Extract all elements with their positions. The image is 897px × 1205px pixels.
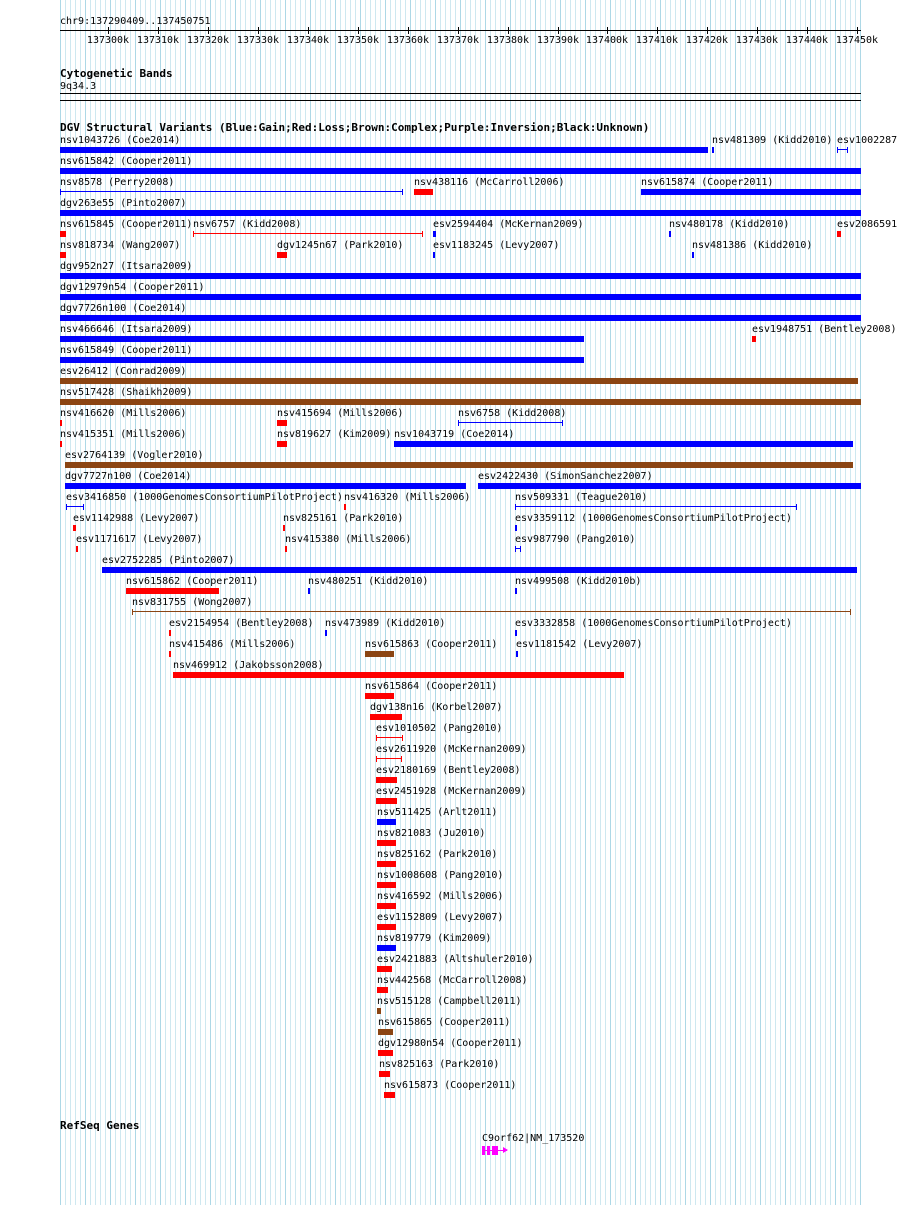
variant-label[interactable]: nsv509331 (Teague2010) [515, 492, 648, 503]
cytoband-name: 9q34.3 [60, 81, 97, 92]
variant-label[interactable]: nsv416592 (Mills2006) [377, 891, 504, 902]
ruler-tick-label: 137330k [236, 35, 280, 46]
variant-bar[interactable] [377, 861, 396, 867]
variant-label[interactable]: nsv6757 (Kidd2008) [193, 219, 302, 230]
variant-bar[interactable] [377, 882, 396, 888]
variant-label[interactable]: nsv615863 (Cooper2011) [365, 639, 498, 650]
variant-bar[interactable] [377, 924, 396, 930]
ruler-tick-mark [607, 27, 608, 34]
variant-label[interactable]: dgv7727n100 (Coe2014) [65, 471, 192, 482]
ruler-tick-label: 137440k [785, 35, 829, 46]
variant-bar[interactable] [377, 966, 392, 972]
ruler-tick-label: 137390k [536, 35, 580, 46]
ruler-tick-label: 137340k [286, 35, 330, 46]
variant-label[interactable]: esv1181542 (Levy2007) [516, 639, 643, 650]
ruler-tick-label: 137350k [336, 35, 380, 46]
variant-bar[interactable] [60, 420, 62, 426]
variant-label[interactable]: nsv818734 (Wang2007) [60, 240, 181, 251]
region-label: chr9:137290409..137450751 [60, 16, 211, 27]
ruler-tick-mark [757, 27, 758, 34]
variant-bar[interactable] [837, 231, 841, 237]
variant-span-end [401, 756, 402, 762]
variant-label[interactable]: dgv138n16 (Korbel2007) [370, 702, 503, 713]
variant-label[interactable]: nsv438116 (McCarroll2006) [414, 177, 565, 188]
variant-label[interactable]: nsv1008608 (Pang2010) [377, 870, 504, 881]
variant-bar[interactable] [60, 168, 861, 174]
variant-bar[interactable] [433, 252, 435, 258]
variant-bar[interactable] [378, 1029, 393, 1035]
variant-span-end [83, 504, 84, 510]
variant-label[interactable]: nsv499508 (Kidd2010b) [515, 576, 642, 587]
variant-span-end [847, 147, 848, 153]
variant-span-end [458, 420, 459, 426]
variant-label[interactable]: nsv416320 (Mills2006) [344, 492, 471, 503]
variant-bar[interactable] [712, 147, 714, 153]
variant-span-line[interactable] [66, 506, 84, 507]
ruler-axis [60, 30, 861, 31]
variant-label[interactable]: nsv825162 (Park2010) [377, 849, 498, 860]
variant-label[interactable]: nsv473989 (Kidd2010) [325, 618, 446, 629]
variant-span-end [402, 735, 403, 741]
gene-exon[interactable] [492, 1146, 498, 1155]
variant-bar[interactable] [60, 336, 584, 342]
ruler-tick-mark [308, 27, 309, 34]
ruler-tick-mark [358, 27, 359, 34]
variant-bar[interactable] [379, 1071, 390, 1077]
variant-label[interactable]: esv2180169 (Bentley2008) [376, 765, 521, 776]
variant-bar[interactable] [277, 420, 287, 426]
variant-label[interactable]: esv3332858 (1000GenomesConsortiumPilotProject) [515, 618, 792, 629]
gene-exon[interactable] [482, 1146, 485, 1155]
variant-label[interactable]: nsv615842 (Cooper2011) [60, 156, 193, 167]
variant-bar[interactable] [308, 588, 310, 594]
variant-span-end [796, 504, 797, 510]
variant-label[interactable]: nsv1043726 (Coe2014) [60, 135, 181, 146]
ruler-tick-mark [807, 27, 808, 34]
variant-label[interactable]: nsv481309 (Kidd2010) [712, 135, 833, 146]
gene-label[interactable]: C9orf62|NM_173520 [482, 1133, 585, 1144]
variant-span-end [562, 420, 563, 426]
ruler-tick-label: 137430k [735, 35, 779, 46]
variant-label[interactable]: dgv1245n67 (Park2010) [277, 240, 404, 251]
ruler-tick-mark [208, 27, 209, 34]
variant-bar[interactable] [515, 588, 517, 594]
variant-label[interactable]: nsv6758 (Kidd2008) [458, 408, 567, 419]
refseq-track-title: RefSeq Genes [60, 1119, 140, 1132]
variant-label[interactable]: nsv415694 (Mills2006) [277, 408, 404, 419]
variant-label[interactable]: dgv263e55 (Pinto2007) [60, 198, 187, 209]
variant-bar[interactable] [370, 714, 402, 720]
variant-bar[interactable] [65, 462, 853, 468]
variant-span-end [193, 231, 194, 237]
variant-label[interactable]: esv2594404 (McKernan2009) [433, 219, 584, 230]
variant-label[interactable]: esv2764139 (Vogler2010) [65, 450, 204, 461]
variant-bar[interactable] [384, 1092, 395, 1098]
ruler-tick-mark [707, 27, 708, 34]
variant-label[interactable]: dgv952n27 (Itsara2009) [60, 261, 193, 272]
variant-label[interactable]: esv26412 (Conrad2009) [60, 366, 187, 377]
variant-span-end [837, 147, 838, 153]
variant-label[interactable]: esv2451928 (McKernan2009) [376, 786, 527, 797]
variant-label[interactable]: dgv12979n54 (Cooper2011) [60, 282, 205, 293]
variant-bar[interactable] [376, 798, 397, 804]
ruler-tick-label: 137360k [386, 35, 430, 46]
variant-span-line[interactable] [60, 191, 403, 192]
variant-bar[interactable] [60, 273, 861, 279]
variant-label[interactable]: esv2611920 (McKernan2009) [376, 744, 527, 755]
variant-span-end [66, 504, 67, 510]
variant-label[interactable]: esv2086591 [837, 219, 897, 230]
variant-label[interactable]: nsv819627 (Kim2009) [277, 429, 392, 440]
variant-span-line[interactable] [458, 422, 563, 423]
variant-bar[interactable] [365, 693, 394, 699]
variant-bar[interactable] [285, 546, 287, 552]
variant-bar[interactable] [60, 231, 66, 237]
variant-label[interactable]: esv2421883 (Altshuler2010) [377, 954, 534, 965]
variant-label[interactable]: esv1948751 (Bentley2008) [752, 324, 897, 335]
variant-bar[interactable] [515, 525, 517, 531]
variant-label[interactable]: nsv415380 (Mills2006) [285, 534, 412, 545]
variant-bar[interactable] [73, 525, 76, 531]
cytoband-top-rule [60, 93, 861, 94]
variant-bar[interactable] [377, 1008, 381, 1014]
variant-span-end [515, 504, 516, 510]
variant-bar[interactable] [65, 483, 466, 489]
ruler-tick-mark [108, 27, 109, 34]
ruler-tick-label: 137370k [436, 35, 480, 46]
variant-label[interactable]: nsv481386 (Kidd2010) [692, 240, 813, 251]
variant-label[interactable]: nsv466646 (Itsara2009) [60, 324, 193, 335]
variant-label[interactable]: esv3359112 (1000GenomesConsortiumPilotProject) [515, 513, 792, 524]
variant-label[interactable]: nsv416620 (Mills2006) [60, 408, 187, 419]
ruler-tick-label: 137320k [186, 35, 230, 46]
variant-bar[interactable] [394, 441, 853, 447]
variant-label[interactable]: esv2752285 (Pinto2007) [102, 555, 235, 566]
variant-label[interactable]: nsv480251 (Kidd2010) [308, 576, 429, 587]
variant-label[interactable]: nsv415486 (Mills2006) [169, 639, 296, 650]
variant-bar[interactable] [277, 441, 287, 447]
variant-bar[interactable] [377, 945, 396, 951]
cytoband-title: Cytogenetic Bands [60, 67, 173, 80]
ruler-tick-mark [258, 27, 259, 34]
variant-bar[interactable] [516, 651, 518, 657]
variant-span-end [376, 735, 377, 741]
variant-bar[interactable] [377, 819, 396, 825]
variant-label[interactable]: dgv7726n100 (Coe2014) [60, 303, 187, 314]
ruler-tick-mark [158, 27, 159, 34]
variant-bar[interactable] [325, 630, 327, 636]
variant-bar[interactable] [60, 441, 62, 447]
variant-label[interactable]: nsv515128 (Campbell2011) [377, 996, 522, 1007]
variant-label[interactable]: nsv615864 (Cooper2011) [365, 681, 498, 692]
variant-span-end [376, 756, 377, 762]
variant-span-end [515, 546, 516, 552]
variant-bar[interactable] [376, 777, 397, 783]
variant-span-line[interactable] [193, 233, 423, 234]
variant-span-end [60, 189, 61, 195]
variant-label[interactable]: nsv615874 (Cooper2011) [641, 177, 774, 188]
ruler-tick-mark [857, 27, 858, 34]
variant-span-line[interactable] [376, 737, 403, 738]
variant-label[interactable]: nsv615845 (Cooper2011) [60, 219, 193, 230]
variant-label[interactable]: esv2422430 (SimonSanchez2007) [478, 471, 653, 482]
variant-label[interactable]: esv1152809 (Levy2007) [377, 912, 504, 923]
variant-bar[interactable] [60, 378, 858, 384]
ruler-tick-mark [657, 27, 658, 34]
variant-bar[interactable] [60, 399, 861, 405]
variant-span-line[interactable] [515, 506, 797, 507]
variant-label[interactable]: esv1183245 (Levy2007) [433, 240, 560, 251]
variant-bar[interactable] [433, 231, 436, 237]
variant-label[interactable]: nsv415351 (Mills2006) [60, 429, 187, 440]
variant-label[interactable]: nsv480178 (Kidd2010) [669, 219, 790, 230]
variant-label[interactable]: nsv615873 (Cooper2011) [384, 1080, 517, 1091]
ruler-tick-label: 137400k [585, 35, 629, 46]
variant-span-end [520, 546, 521, 552]
variant-bar[interactable] [102, 567, 857, 573]
variant-bar[interactable] [378, 1050, 393, 1056]
variant-span-end [850, 609, 851, 615]
variant-label[interactable]: esv1010502 (Pang2010) [376, 723, 503, 734]
variant-label[interactable]: esv987790 (Pang2010) [515, 534, 636, 545]
cytoband-bottom-rule [60, 100, 861, 101]
variant-bar[interactable] [169, 630, 171, 636]
variant-bar[interactable] [515, 630, 517, 636]
variant-bar[interactable] [173, 672, 624, 678]
variant-label[interactable]: nsv831755 (Wong2007) [132, 597, 253, 608]
ruler-tick-label: 137420k [685, 35, 729, 46]
dgv-track-title: DGV Structural Variants (Blue:Gain;Red:Loss;Brown:Complex;Purple:Inversion;Black:Unknown) [60, 121, 650, 134]
variant-label[interactable]: esv1002287 [837, 135, 897, 146]
variant-label[interactable]: nsv825161 (Park2010) [283, 513, 404, 524]
variant-span-end [402, 189, 403, 195]
variant-label[interactable]: nsv469912 (Jakobsson2008) [173, 660, 324, 671]
variant-bar[interactable] [60, 294, 861, 300]
variant-bar[interactable] [669, 231, 671, 237]
gene-strand-arrow-icon [503, 1147, 508, 1153]
variant-label[interactable]: nsv615865 (Cooper2011) [378, 1017, 511, 1028]
ruler-tick-label: 137300k [86, 35, 130, 46]
variant-bar[interactable] [377, 987, 388, 993]
variant-label[interactable]: nsv615849 (Cooper2011) [60, 345, 193, 356]
variant-span-end [132, 609, 133, 615]
variant-label[interactable]: esv1171617 (Levy2007) [76, 534, 203, 545]
variant-bar[interactable] [344, 504, 346, 510]
ruler-tick-label: 137450k [835, 35, 879, 46]
ruler-tick-mark [458, 27, 459, 34]
variant-bar[interactable] [414, 189, 433, 195]
ruler-tick-label: 137380k [486, 35, 530, 46]
gene-exon[interactable] [487, 1146, 490, 1155]
variant-span-line[interactable] [376, 758, 402, 759]
variant-label[interactable]: dgv12980n54 (Cooper2011) [378, 1038, 523, 1049]
variant-bar[interactable] [377, 840, 396, 846]
variant-bar[interactable] [478, 483, 861, 489]
variant-bar[interactable] [60, 357, 584, 363]
variant-bar[interactable] [60, 252, 66, 258]
variant-label[interactable]: nsv511425 (Arlt2011) [377, 807, 498, 818]
ruler-tick-label: 137310k [136, 35, 180, 46]
variant-label[interactable]: nsv8578 (Perry2008) [60, 177, 175, 188]
variant-label[interactable]: nsv825163 (Park2010) [379, 1059, 500, 1070]
ruler-tick-mark [508, 27, 509, 34]
variant-bar[interactable] [377, 903, 396, 909]
variant-bar[interactable] [169, 651, 171, 657]
variant-bar[interactable] [60, 210, 861, 216]
variant-bar[interactable] [641, 189, 861, 195]
ruler-tick-mark [558, 27, 559, 34]
variant-label[interactable]: nsv442568 (McCarroll2008) [377, 975, 528, 986]
variant-bar[interactable] [692, 252, 694, 258]
variant-label[interactable]: esv2154954 (Bentley2008) [169, 618, 314, 629]
variant-bar[interactable] [60, 147, 708, 153]
variant-bar[interactable] [76, 546, 78, 552]
ruler-tick-mark [408, 27, 409, 34]
variant-label[interactable]: esv1142988 (Levy2007) [73, 513, 200, 524]
variant-label[interactable]: nsv819779 (Kim2009) [377, 933, 492, 944]
variant-label[interactable]: esv3416850 (1000GenomesConsortiumPilotProject) [66, 492, 343, 503]
variant-label[interactable]: nsv821083 (Ju2010) [377, 828, 486, 839]
variant-bar[interactable] [365, 651, 394, 657]
variant-bar[interactable] [60, 315, 861, 321]
variant-span-line[interactable] [132, 611, 851, 612]
variant-label[interactable]: nsv1043719 (Coe2014) [394, 429, 515, 440]
variant-bar[interactable] [277, 252, 287, 258]
variant-bar[interactable] [126, 588, 219, 594]
variant-label[interactable]: nsv517428 (Shaikh2009) [60, 387, 193, 398]
variant-span-end [422, 231, 423, 237]
ruler-tick-label: 137410k [635, 35, 679, 46]
variant-bar[interactable] [283, 525, 285, 531]
variant-bar[interactable] [752, 336, 756, 342]
variant-label[interactable]: nsv615862 (Cooper2011) [126, 576, 259, 587]
